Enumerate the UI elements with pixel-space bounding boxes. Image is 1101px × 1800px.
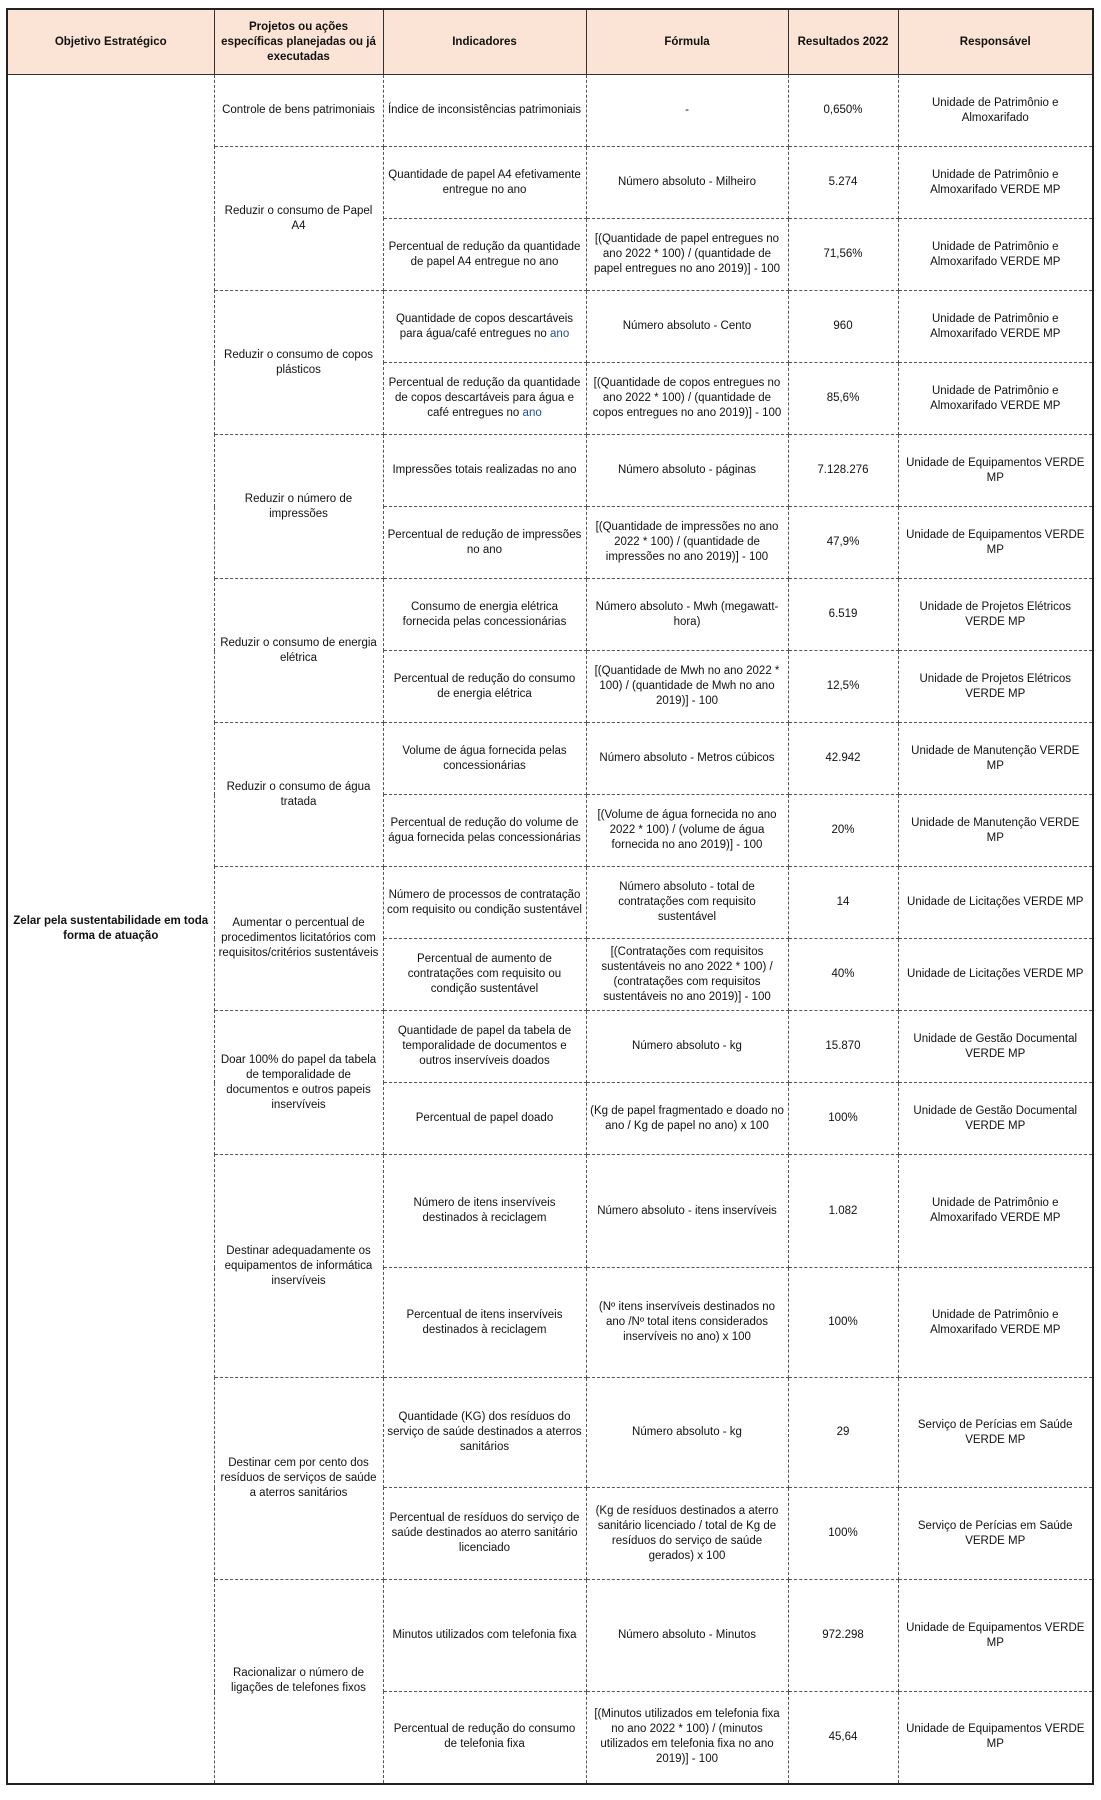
result-cell: 40%: [788, 939, 898, 1011]
result-cell: 6.519: [788, 579, 898, 651]
indicator-cell: [383, 939, 586, 1011]
result-cell: 100%: [788, 1083, 898, 1155]
responsible-cell: Unidade de Projetos Elétricos VERDE MP: [898, 579, 1093, 651]
formula-cell: Número absoluto - Mwh (megawatt-hora): [586, 579, 788, 651]
indicator-cell: [383, 507, 586, 579]
indicator-cell: [383, 75, 586, 147]
indicator-cell: [383, 435, 586, 507]
indicator-text: Percentual de papel doado: [415, 1112, 554, 1124]
header-indicators: Indicadores: [383, 9, 586, 75]
responsible-cell: Unidade de Equipamentos VERDE MP: [898, 1692, 1093, 1784]
indicator-text: Volume de água fornecida pelas concessionárias: [402, 744, 567, 772]
header-objective: Objetivo Estratégico: [7, 9, 214, 75]
indicator-cell: [383, 1378, 586, 1488]
project-cell: Reduzir o consumo de água tratada: [214, 723, 383, 867]
responsible-cell: Unidade de Manutenção VERDE MP: [898, 795, 1093, 867]
indicator-cell: [383, 723, 586, 795]
indicator-cell: [383, 1268, 586, 1378]
responsible-cell: Unidade de Manutenção VERDE MP: [898, 723, 1093, 795]
indicator-text: Número de processos de contratação com requisito ou condição sustentável: [387, 888, 582, 916]
project-cell: Destinar adequadamente os equipamentos de informática inservíveis: [214, 1155, 383, 1378]
formula-cell: [(Minutos utilizados em telefonia fixa no ano 2022 * 100) / (minutos utilizados em telefonia fixa no ano 2019)] - 100: [586, 1692, 788, 1784]
result-cell: 100%: [788, 1268, 898, 1378]
formula-cell: [(Quantidade de copos entregues no ano 2022 * 100) / (quantidade de copos entregues no ano 2019)] - 100: [586, 363, 788, 435]
header-results: Resultados 2022: [788, 9, 898, 75]
responsible-cell: Unidade de Licitações VERDE MP: [898, 939, 1093, 1011]
result-cell: 960: [788, 291, 898, 363]
result-cell: 12,5%: [788, 651, 898, 723]
result-cell: 47,9%: [788, 507, 898, 579]
formula-cell: [(Quantidade de impressões no ano 2022 * 100) / (quantidade de impressões no ano 2019)] - 100: [586, 507, 788, 579]
result-cell: 15.870: [788, 1011, 898, 1083]
result-cell: 5.274: [788, 147, 898, 219]
responsible-cell: Unidade de Patrimônio e Almoxarifado VERDE MP: [898, 147, 1093, 219]
result-cell: 85,6%: [788, 363, 898, 435]
result-cell: 1.082: [788, 1155, 898, 1268]
project-cell: Reduzir o consumo de copos plásticos: [214, 291, 383, 435]
responsible-cell: Unidade de Equipamentos VERDE MP: [898, 435, 1093, 507]
result-cell: 14: [788, 867, 898, 939]
responsible-cell: Unidade de Patrimônio e Almoxarifado VERDE MP: [898, 1155, 1093, 1268]
formula-cell: (Kg de resíduos destinados a aterro sanitário licenciado / total de Kg de resíduos do serviço de saúde gerados) x 100: [586, 1488, 788, 1580]
formula-cell: Número absoluto - Metros cúbicos: [586, 723, 788, 795]
formula-cell: Número absoluto - total de contratações com requisito sustentável: [586, 867, 788, 939]
formula-cell: [(Quantidade de papel entregues no ano 2022 * 100) / (quantidade de papel entregues no ano 2019)] - 100: [586, 219, 788, 291]
formula-cell: Número absoluto - Minutos: [586, 1580, 788, 1692]
formula-cell: Número absoluto - Milheiro: [586, 147, 788, 219]
result-cell: 71,56%: [788, 219, 898, 291]
indicator-cell: [383, 291, 586, 363]
header-projects: Projetos ou ações específicas planejadas ou já executadas: [214, 9, 383, 75]
formula-cell: [(Quantidade de Mwh no ano 2022 * 100) / (quantidade de Mwh no ano 2019)] - 100: [586, 651, 788, 723]
result-cell: 972.298: [788, 1580, 898, 1692]
indicator-cell: [383, 795, 586, 867]
table-body: [7, 75, 1093, 1784]
indicator-text: Percentual de redução do consumo de energia elétrica: [393, 672, 576, 700]
formula-cell: Número absoluto - Cento: [586, 291, 788, 363]
header-formula: Fórmula: [586, 9, 788, 75]
responsible-cell: Unidade de Patrimônio e Almoxarifado VERDE MP: [898, 1268, 1093, 1378]
responsible-cell: Serviço de Perícias em Saúde VERDE MP: [898, 1488, 1093, 1580]
indicator-cell: [383, 1155, 586, 1268]
formula-cell: -: [586, 75, 788, 147]
indicator-text: Percentual de redução de impressões no ano: [387, 528, 582, 556]
header-row: [7, 9, 1093, 75]
responsible-cell: Unidade de Patrimônio e Almoxarifado VERDE MP: [898, 291, 1093, 363]
indicator-text: Número de itens inservíveis destinados à reciclagem: [413, 1197, 556, 1224]
indicator-tail-text: ano: [550, 327, 570, 340]
responsible-cell: Unidade de Patrimônio e Almoxarifado: [898, 75, 1093, 147]
responsible-cell: Unidade de Gestão Documental VERDE MP: [898, 1083, 1093, 1155]
responsible-cell: Unidade de Equipamentos VERDE MP: [898, 507, 1093, 579]
indicator-text: Quantidade de copos descartáveis para água/café entregues no: [395, 312, 574, 340]
indicator-text: Impressões totais realizadas no ano: [392, 464, 577, 476]
indicator-text: Percentual de itens inservíveis destinados à reciclagem: [406, 1308, 563, 1336]
project-cell: Reduzir o número de impressões: [214, 435, 383, 579]
indicator-text: Percentual de redução da quantidade de copos descartáveis para água e café entregues no: [388, 377, 581, 419]
indicator-text: Quantidade de papel da tabela de temporalidade de documentos e outros inservíveis doados: [397, 1025, 572, 1067]
project-cell: Racionalizar o número de ligações de telefones fixos: [214, 1580, 383, 1784]
responsible-cell: Unidade de Projetos Elétricos VERDE MP: [898, 651, 1093, 723]
result-cell: 20%: [788, 795, 898, 867]
result-cell: 45,64: [788, 1692, 898, 1784]
table-row: [7, 75, 1093, 147]
result-cell: 42.942: [788, 723, 898, 795]
indicator-cell: [383, 867, 586, 939]
responsible-cell: Serviço de Perícias em Saúde VERDE MP: [898, 1378, 1093, 1488]
result-cell: 0,650%: [788, 75, 898, 147]
indicator-text: Percentual de redução da quantidade de papel A4 entregue no ano: [388, 240, 581, 268]
formula-cell: [(Volume de água fornecida no ano 2022 * 100) / (volume de água fornecida no ano 2019)] - 100: [586, 795, 788, 867]
project-cell: Reduzir o consumo de Papel A4: [214, 147, 383, 291]
indicator-cell: [383, 1692, 586, 1784]
result-cell: 100%: [788, 1488, 898, 1580]
result-cell: 29: [788, 1378, 898, 1488]
indicator-text: Índice de inconsistências patrimoniais: [387, 104, 582, 116]
indicator-cell: [383, 1011, 586, 1083]
formula-cell: [(Contratações com requisitos sustentáveis no ano 2022 * 100) / (contratações com requisitos sustentáveis no ano 2019)] - 100: [586, 939, 788, 1011]
header-responsible: Responsável: [898, 9, 1093, 75]
indicator-text: Percentual de aumento de contratações com requisito ou condição sustentável: [407, 953, 562, 995]
formula-cell: Número absoluto - itens inservíveis: [586, 1155, 788, 1268]
project-cell: Reduzir o consumo de energia elétrica: [214, 579, 383, 723]
indicator-cell: [383, 1488, 586, 1580]
result-cell: 7.128.276: [788, 435, 898, 507]
formula-cell: Número absoluto - kg: [586, 1011, 788, 1083]
indicator-text: Quantidade (KG) dos resíduos do serviço de saúde destinados a aterros sanitários: [387, 1411, 582, 1453]
formula-cell: Número absoluto - páginas: [586, 435, 788, 507]
project-cell: Doar 100% do papel da tabela de temporalidade de documentos e outros papeis inservíveis: [214, 1011, 383, 1155]
indicator-cell: [383, 363, 586, 435]
indicator-cell: [383, 1083, 586, 1155]
responsible-cell: Unidade de Patrimônio e Almoxarifado VERDE MP: [898, 363, 1093, 435]
indicator-cell: [383, 1580, 586, 1692]
responsible-cell: Unidade de Patrimônio e Almoxarifado VERDE MP: [898, 219, 1093, 291]
indicator-text: Quantidade de papel A4 efetivamente entregue no ano: [388, 168, 581, 196]
indicator-text: Consumo de energia elétrica fornecida pelas concessionárias: [402, 600, 567, 628]
project-cell: Aumentar o percentual de procedimentos licitatórios com requisitos/critérios sustentáveis: [214, 867, 383, 1011]
indicator-text: Percentual de redução do volume de água fornecida pelas concessionárias: [388, 816, 581, 844]
indicator-cell: [383, 219, 586, 291]
responsible-cell: Unidade de Gestão Documental VERDE MP: [898, 1011, 1093, 1083]
indicator-text: Percentual de redução do consumo de telefonia fixa: [393, 1723, 576, 1751]
indicator-tail-text: ano: [522, 407, 542, 419]
formula-cell: Número absoluto - kg: [586, 1378, 788, 1488]
responsible-cell: Unidade de Licitações VERDE MP: [898, 867, 1093, 939]
formula-cell: (Kg de papel fragmentado e doado no ano / Kg de papel no ano) x 100: [586, 1083, 788, 1155]
project-cell: Controle de bens patrimoniais: [214, 75, 383, 147]
project-cell: Destinar cem por cento dos resíduos de serviços de saúde a aterros sanitários: [214, 1378, 383, 1580]
formula-cell: (Nº itens inservíveis destinados no ano /Nº total itens considerados inservíveis no ano) x 100: [586, 1268, 788, 1378]
sustainability-table: [6, 8, 1094, 1785]
indicator-cell: [383, 579, 586, 651]
objective-cell: Zelar pela sustentabilidade em toda forma de atuação: [7, 75, 214, 1784]
indicator-cell: [383, 147, 586, 219]
indicator-text: Minutos utilizados com telefonia fixa: [392, 1629, 577, 1641]
responsible-cell: Unidade de Equipamentos VERDE MP: [898, 1580, 1093, 1692]
indicator-cell: [383, 651, 586, 723]
indicator-text: Percentual de resíduos do serviço de saúde destinados ao aterro sanitário licenciado: [389, 1512, 580, 1554]
